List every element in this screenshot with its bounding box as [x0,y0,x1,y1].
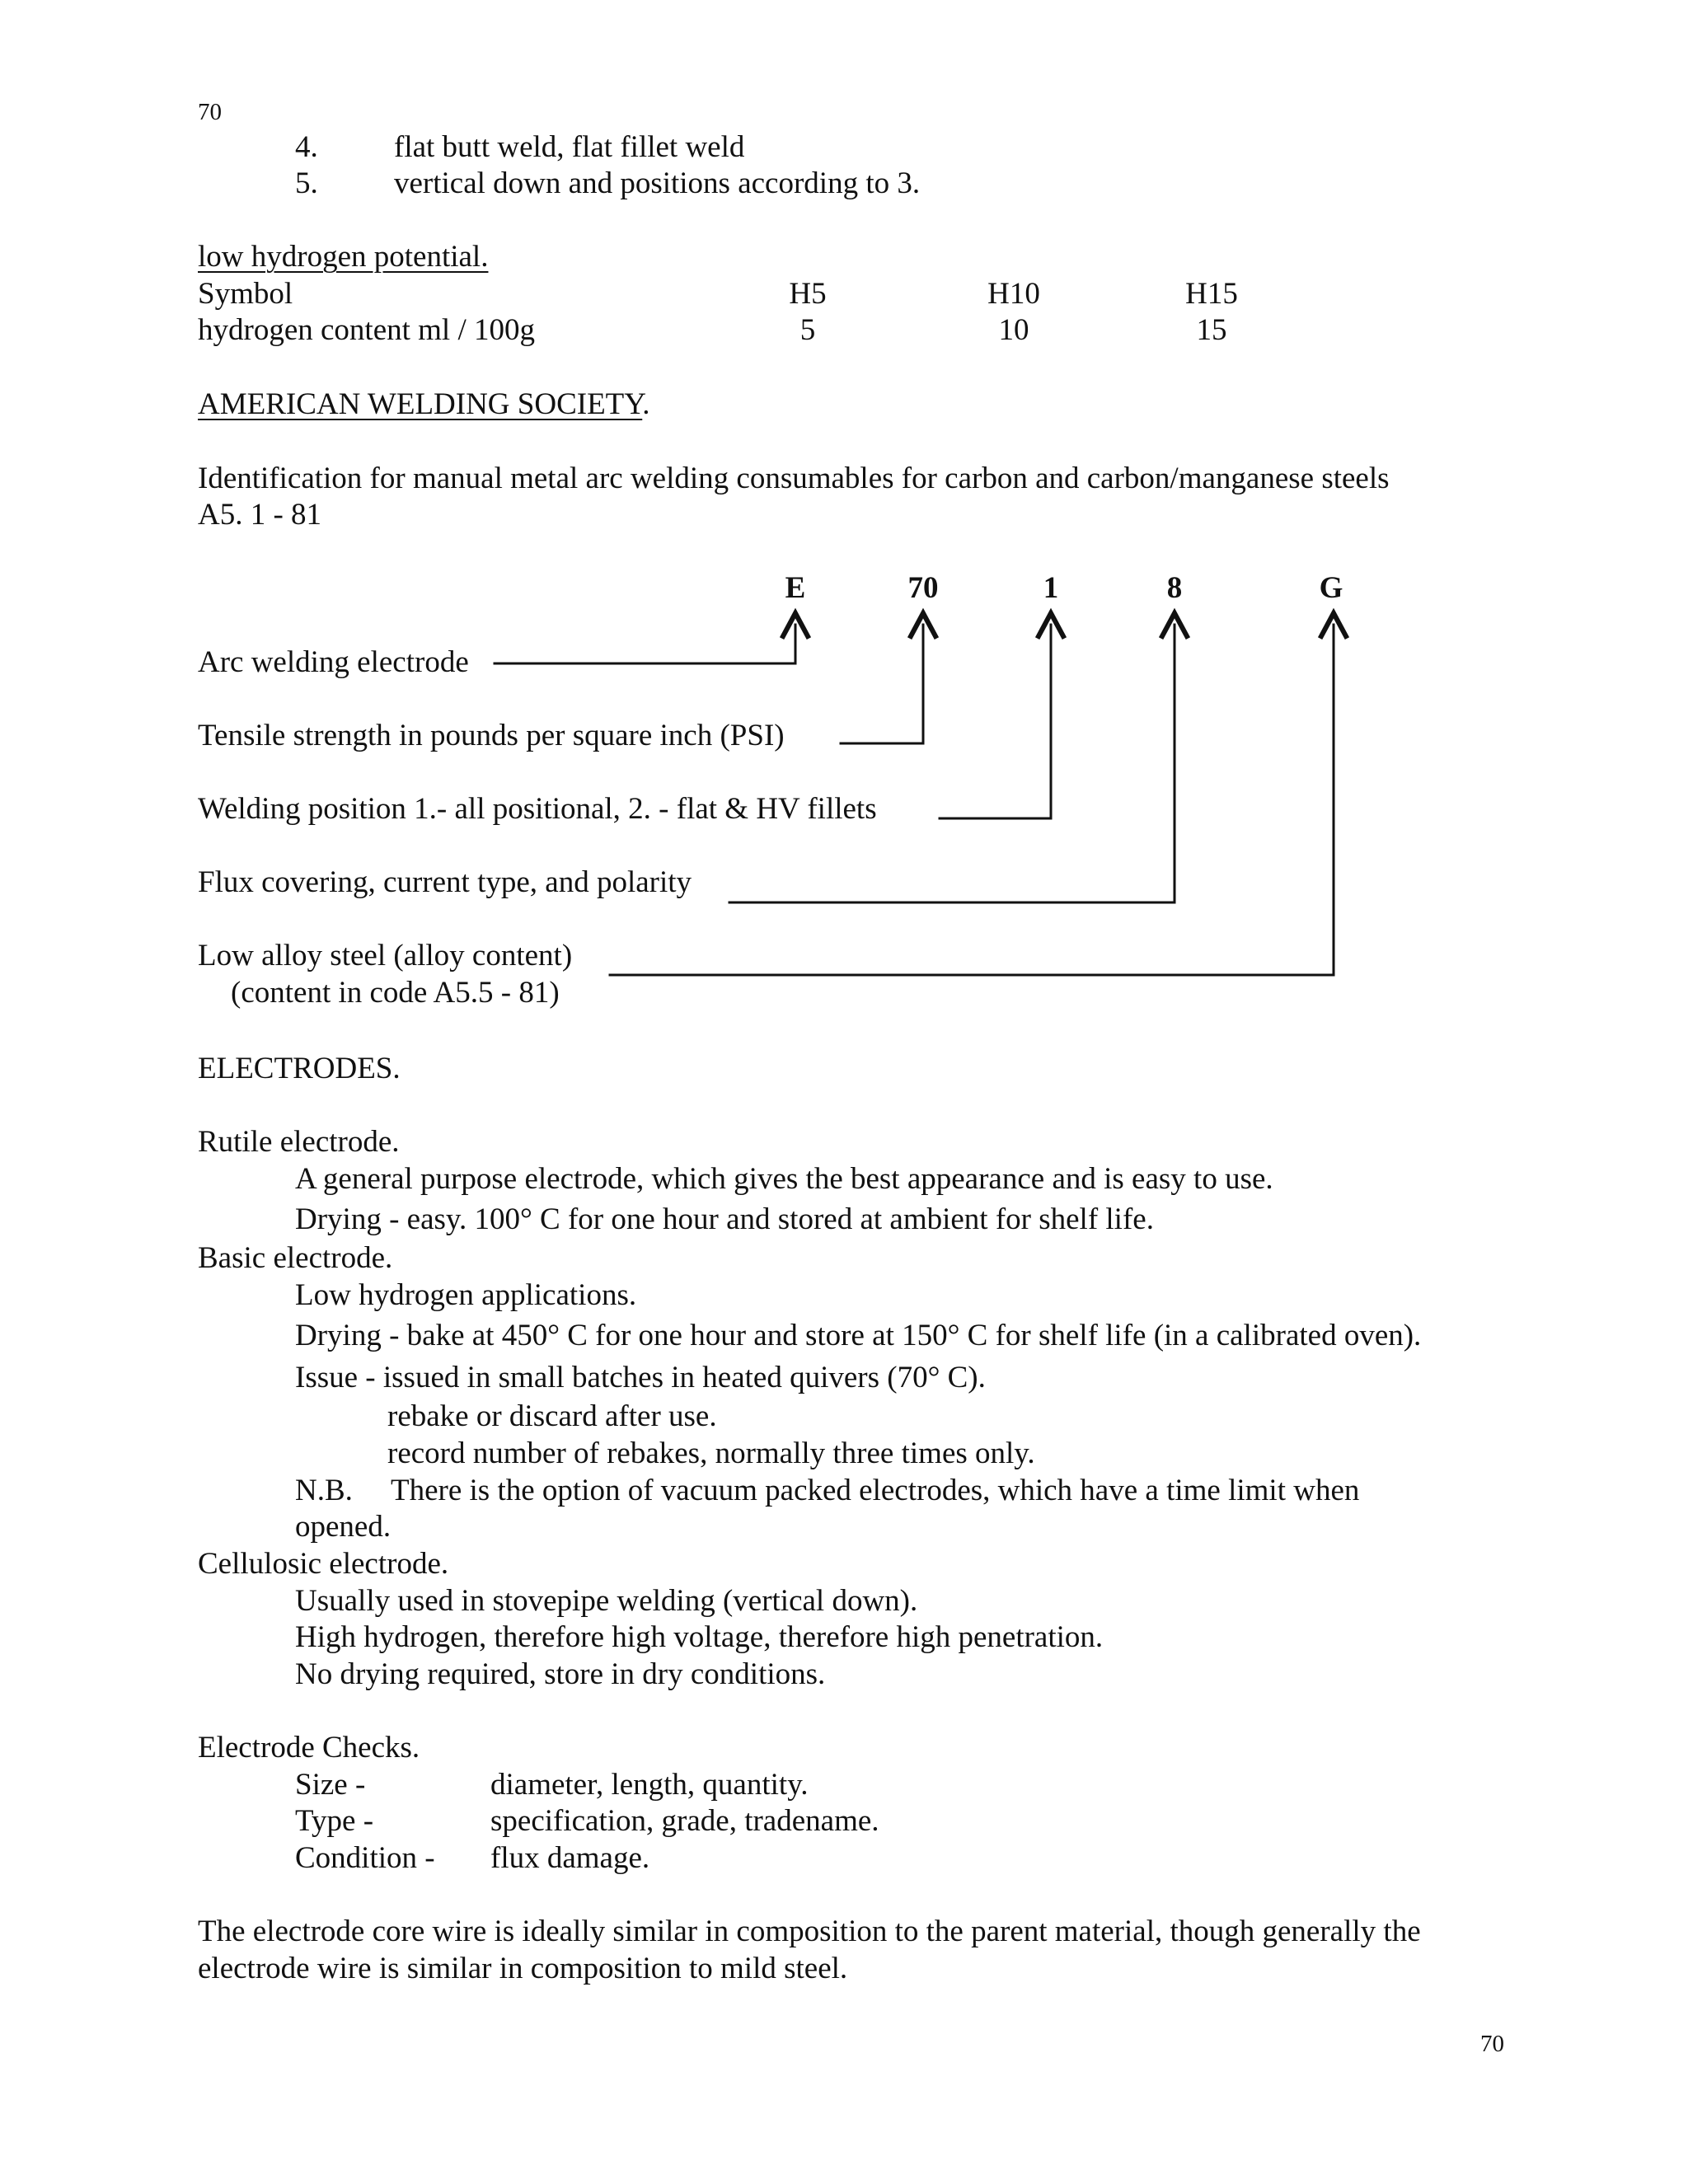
hydrogen-row-label: Symbol [198,277,293,311]
cellulosic-title: Cellulosic electrode. [198,1547,449,1581]
rutile-title: Rutile electrode. [198,1125,400,1159]
basic-title: Basic electrode. [198,1241,393,1275]
checks-title: Electrode Checks. [198,1731,420,1765]
hydrogen-cell: 5 [799,313,816,347]
leader-line-flux [729,625,1175,902]
checks-label: Type - [295,1804,374,1838]
rutile-line: A general purpose electrode, which gives the best appearance and is easy to use. [295,1162,1273,1196]
page-number-top: 70 [198,99,222,125]
hydrogen-heading: low hydrogen potential. [198,240,489,274]
basic-sub-line: record number of rebakes, normally three times only. [387,1436,1035,1470]
leader-line-electrode [495,625,795,663]
list-item-text: flat butt weld, flat fillet weld [394,130,745,164]
list-item-text: vertical down and positions according to 3. [394,166,921,200]
hydrogen-row-label: hydrogen content ml / 100g [198,313,535,347]
arrow-head-icon [1039,613,1063,636]
code-label-alloy-sub: (content in code A5.5 - 81) [231,976,560,1010]
checks-value: diameter, length, quantity. [490,1768,809,1802]
leader-line-position [940,625,1051,818]
code-label-electrode: Arc welding electrode [198,645,469,679]
checks-label: Size - [295,1768,366,1802]
hydrogen-cell: 10 [998,313,1029,347]
basic-sub-line: rebake or discard after use. [387,1399,717,1433]
checks-value: flux damage. [490,1841,650,1875]
aws-heading-suffix: . [642,387,650,421]
arrow-head-icon [911,613,935,636]
aws-intro: Identification for manual metal arc welding consumables for carbon and carbon/manganese steels [198,462,1390,495]
page-number-bottom: 70 [1480,2031,1504,2057]
nb-label: N.B. [295,1474,353,1507]
hydrogen-cell: H10 [987,277,1040,311]
cellulosic-line: High hydrogen, therefore high voltage, therefore high penetration. [295,1620,1104,1654]
code-label-flux: Flux covering, current type, and polarity [198,865,692,899]
nb-text-continued: opened. [295,1510,392,1544]
checks-value: specification, grade, tradename. [490,1804,879,1838]
basic-line: Drying - bake at 450° C for one hour and store at 150° C for shelf life (in a calibrated oven). [295,1319,1422,1352]
cellulosic-line: No drying required, store in dry conditions. [295,1657,826,1691]
code-part-8: 8 [1166,571,1183,605]
list-item-number: 4. [295,130,318,164]
closing-line: electrode wire is similar in composition to mild steel. [198,1952,848,1985]
rutile-line: Drying - easy. 100° C for one hour and stored at ambient for shelf life. [295,1202,1154,1236]
aws-heading-block [198,389,649,419]
code-part-e: E [785,571,806,605]
code-part-70: 70 [907,571,939,605]
nb-text: There is the option of vacuum packed electrodes, which have a time limit when [391,1474,1360,1507]
basic-line: Low hydrogen applications. [295,1278,637,1312]
arrow-head-icon [1162,613,1187,636]
code-part-g: G [1319,571,1343,605]
checks-label: Condition - [295,1841,435,1875]
arrow-head-icon [783,613,808,636]
hydrogen-cell: 15 [1196,313,1227,347]
arrow-head-icon [1321,613,1346,636]
code-label-alloy: Low alloy steel (alloy content) [198,939,573,972]
list-item-number: 5. [295,166,318,200]
code-label-position: Welding position 1.- all positional, 2. - flat & HV fillets [198,792,877,826]
leader-line-tensile [841,625,923,743]
cellulosic-line: Usually used in stovepipe welding (vertical down). [295,1584,918,1618]
hydrogen-cell: H5 [789,277,827,311]
electrodes-heading: ELECTRODES. [198,1052,401,1085]
closing-line: The electrode core wire is ideally similar in composition to the parent material, though generally the [198,1915,1421,1948]
aws-spec-number: A5. 1 - 81 [198,498,322,532]
basic-line: Issue - issued in small batches in heated quivers (70° C). [295,1361,986,1394]
code-part-1: 1 [1043,571,1059,605]
hydrogen-cell: H15 [1185,277,1238,311]
code-label-tensile: Tensile strength in pounds per square inch (PSI) [198,719,785,752]
aws-heading: AMERICAN WELDING SOCIETY [198,387,643,421]
